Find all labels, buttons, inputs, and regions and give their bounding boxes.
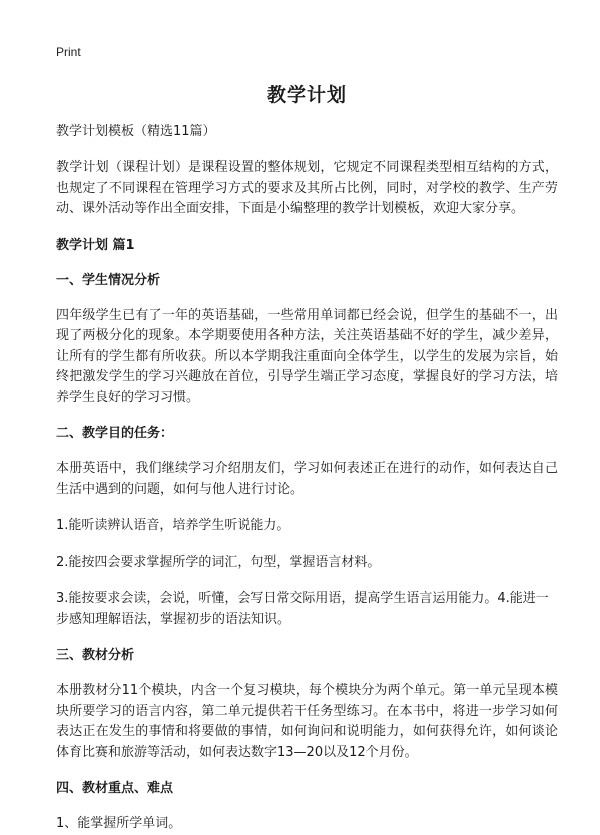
print-label: Print — [56, 45, 81, 59]
list-item: 3.能按要求会读，会说，听懂，会写日常交际用语，提高学生语言运用能力。4.能进一步感知理解语法，掌握初步的语法知识。 — [56, 591, 549, 627]
list-item: 1、能掌握所学单词。 — [56, 816, 182, 831]
list-item: 2.能按四会要求掌握所学的词汇，句型，掌握语言材料。 — [56, 554, 381, 570]
list-item: 1.能听读辨认语音，培养学生听说能力。 — [56, 518, 290, 533]
section-paragraph: 四年级学生已有了一年的英语基础，一些常用单词都已经会说，但学生的基础不一，出现了两极分化的现象。本学期要使用各种方法，关注英语基础不好的学生，减少差异，让所有的学生都有所收获。所以本学期我注重面向全体学生，以学生的发展为宗旨，始终把激发学生的学习兴趣放在首位，引导学生端正学习态度，掌握良好的学习方法，培养学生良好的学习习惯。 — [56, 307, 558, 405]
section-heading-key-points: 四、教材重点、难点 — [56, 781, 174, 796]
part-heading: 教学计划 篇1 — [56, 237, 135, 253]
section-heading-student-analysis: 一、学生情况分析 — [56, 272, 161, 288]
document-subtitle: 教学计划模板（精选11篇） — [56, 124, 216, 139]
section-paragraph: 本册英语中，我们继续学习介绍朋友们，学习如何表述正在进行的动作，如何表达自己生活中遇到的问题，如何与他人进行讨论。 — [56, 461, 558, 497]
intro-paragraph: 教学计划（课程计划）是课程设置的整体规划，它规定不同课程类型相互结构的方式，也规定了不同课程在管理学习方式的要求及其所占比例，同时，对学校的教学、生产劳动、课外活动等作出全面安排，下面是小编整理的教学计划模板，欢迎大家分享。 — [56, 160, 558, 216]
section-paragraph: 本册教材分11个模块，内含一个复习模块，每个模块分为两个单元。第一单元呈现本模块所要学习的语言内容，第二单元提供若干任务型练习。在本书中，将进一步学习如何表达正在发生的事情和将要做的事情，如何询问和说明能力，如何获得允许，如何谈论体育比赛和旅游等活动，如何表达数字13—20以及12个月份。 — [56, 683, 558, 760]
section-heading-textbook-analysis: 三、教材分析 — [56, 648, 135, 663]
section-heading-teaching-goals: 二、教学目的任务： — [56, 426, 174, 441]
document-title: 教学计划 — [266, 84, 347, 106]
